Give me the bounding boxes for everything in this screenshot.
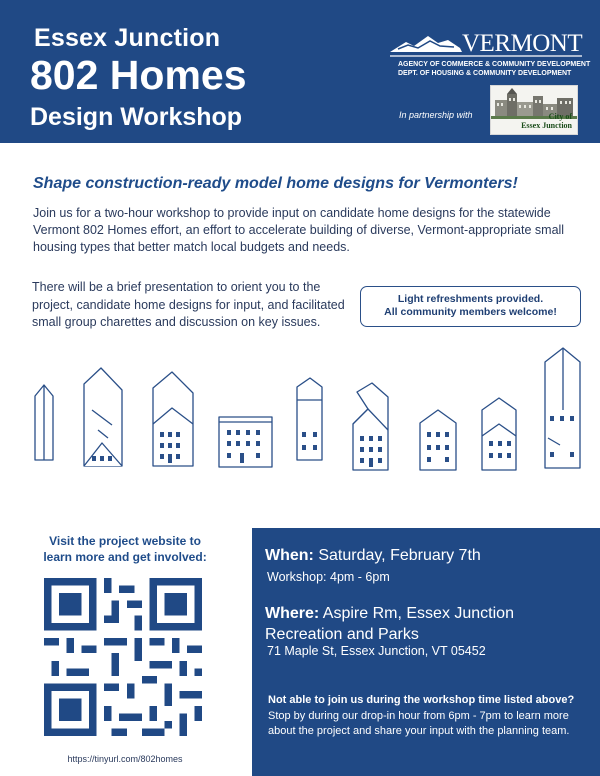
event-info-panel (252, 528, 600, 776)
where-value: Aspire Rm, Essex Junction Recreation and Parks (265, 605, 514, 643)
house-illustration (35, 385, 53, 460)
house-illustration (297, 378, 322, 460)
house-illustration (153, 372, 193, 466)
event-where (265, 603, 595, 645)
tagline: Shape construction-ready model home designs for Vermonters! (33, 175, 518, 192)
intro-paragraph: Join us for a two-hour workshop to provide input on candidate home designs for the statewide Vermont 802 Homes effort, an effort to accelerate building of diverse, Vermont-appropriate small housing types that better match local budgets and needs. (33, 206, 565, 254)
website-heading: Visit the project website to learn more and get involved: (43, 534, 207, 564)
workshop-time: Workshop: 4pm - 6pm (267, 570, 390, 584)
house-illustration (482, 398, 516, 470)
refreshments-text: Light refreshments provided. (397, 293, 544, 305)
house-designs-illustration (0, 340, 600, 530)
drop-in-text: Stop by during our drop-in hour from 6pm - 7pm to learn more about the project and share your input with the planning team. (268, 709, 570, 737)
header-banner (0, 0, 600, 143)
qr-code[interactable] (44, 578, 202, 736)
house-illustration (353, 383, 388, 470)
page-subtitle: Design Workshop (30, 103, 243, 131)
agency-name: AGENCY OF COMMERCE & COMMUNITY DEVELOPMENT DEPT. OF HOUSING & COMMUNITY DEVELOPMENT (398, 61, 591, 77)
event-when (265, 547, 481, 565)
house-illustration (84, 368, 122, 466)
where-label: Where: (265, 605, 320, 622)
city-of-essex-junction-logo (490, 85, 578, 135)
welcome-text: All community members welcome! (384, 306, 557, 318)
refreshments-callout (360, 286, 581, 327)
vermont-wordmark: VERMONT (462, 30, 583, 57)
page-title: 802 Homes (30, 52, 247, 98)
drop-in-heading: Not able to join us during the workshop time listed above? (268, 694, 575, 706)
house-illustration (420, 410, 456, 470)
partnership-label: In partnership with (399, 110, 473, 120)
header-location: Essex Junction (34, 24, 221, 52)
event-address: 71 Maple St, Essex Junction, VT 05452 (267, 644, 486, 658)
when-label: When: (265, 547, 314, 564)
website-url[interactable]: https://tinyurl.com/802homes (67, 754, 183, 764)
city-logo-text: City of Essex Junction (521, 112, 572, 130)
house-illustration (219, 417, 272, 467)
when-value: Saturday, February 7th (318, 547, 481, 564)
presentation-paragraph: There will be a brief presentation to orient you to the project, candidate home designs for input, and facilitated small group charettes and discussion on key issues. (32, 280, 345, 329)
house-illustration (545, 348, 580, 468)
drop-in-note (268, 693, 588, 740)
